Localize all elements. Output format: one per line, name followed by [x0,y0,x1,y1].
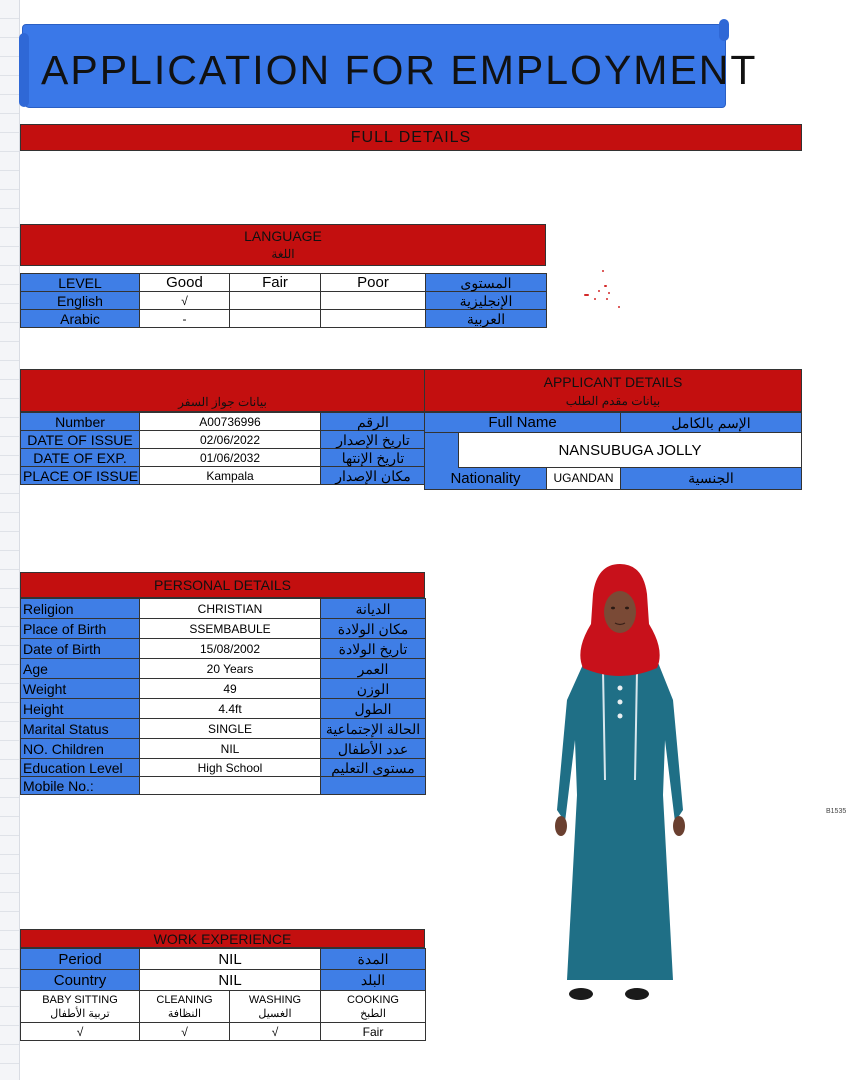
arabic-good: - [140,310,230,328]
birthdate-value: 15/08/2002 [140,639,321,659]
nationality-value: UGANDAN [546,468,621,489]
period-label: Period [21,949,140,970]
full-details-bar: FULL DETAILS [20,124,802,151]
birthplace-value: SSEMBABULE [140,619,321,639]
passport-expiry-value: 01/06/2032 [140,449,321,467]
language-title-ar: اللغة [271,247,295,261]
language-header-fair: Fair [230,274,321,292]
passport-number-label-ar: الرقم [321,413,426,431]
children-value: NIL [140,739,321,759]
arabic-fair [230,310,321,328]
work-experience-table [20,948,426,1041]
skill-cooking-value: Fair [321,1023,426,1041]
religion-label: Religion [21,599,140,619]
skill-baby-sitting-en: BABY SITTING [42,993,118,1006]
personal-details-header: PERSONAL DETAILS [20,572,425,598]
passport-expiry-label-ar: تاريخ الإنتها [321,449,426,467]
period-label-ar: المدة [321,949,426,970]
marital-status-label: Marital Status [21,719,140,739]
language-header-level-ar: المستوى [426,274,547,292]
weight-value: 49 [140,679,321,699]
passport-title-ar: بيانات جواز السفر [178,395,267,409]
mobile-label-ar [321,777,426,795]
stray-marks [578,268,622,312]
skill-washing-value: √ [230,1023,321,1041]
work-experience-header: WORK EXPERIENCE [20,929,425,948]
education-label: Education Level [21,759,140,777]
skill-cleaning-ar: النظافة [167,1007,202,1020]
passport-place-value: Kampala [140,467,321,485]
country-label-ar: البلد [321,970,426,991]
full-name-label-ar: الإسم بالكامل [621,413,801,433]
weight-label: Weight [21,679,140,699]
skill-washing-ar: الغسيل [258,1007,292,1020]
skill-cleaning-en: CLEANING [156,993,213,1006]
education-value: High School [140,759,321,777]
birthdate-label: Date of Birth [21,639,140,659]
skill-cooking-ar: الطبخ [360,1007,386,1020]
nationality-label-ar: الجنسية [688,470,734,486]
skill-cooking [321,991,426,1023]
language-table [20,273,547,328]
height-label-ar: الطول [321,699,426,719]
age-label-ar: العمر [321,659,426,679]
skill-washing [230,991,321,1023]
language-header-level: LEVEL [21,274,140,292]
language-header [20,224,546,266]
birthplace-label: Place of Birth [21,619,140,639]
applicant-title-en: APPLICANT DETAILS [543,374,683,390]
language-header-good: Good [140,274,230,292]
religion-label-ar: الديانة [321,599,426,619]
title-banner [22,24,758,108]
skill-baby-sitting [21,991,140,1023]
age-value: 20 Years [140,659,321,679]
children-label: NO. Children [21,739,140,759]
weight-label-ar: الوزن [321,679,426,699]
applicant-photo [545,560,695,1005]
passport-issue-label: DATE OF ISSUE [21,431,140,449]
language-row-arabic-ar: العربية [426,310,547,328]
reference-code: B1535 [826,808,846,815]
scroll-curl-left [19,33,29,107]
english-good: √ [140,292,230,310]
height-label: Height [21,699,140,719]
passport-table [20,412,426,485]
country-label: Country [21,970,140,991]
passport-issue-value: 02/06/2022 [140,431,321,449]
passport-place-label: PLACE OF ISSUE [21,467,140,485]
passport-header [20,369,425,412]
skill-cleaning [140,991,230,1023]
full-name-label: Full Name [425,413,621,433]
period-value: NIL [140,949,321,970]
skill-cleaning-value: √ [140,1023,230,1041]
scroll-curl-right [719,19,729,41]
nationality-label: Nationality [450,470,521,487]
arabic-poor [321,310,426,328]
skill-cooking-en: COOKING [347,993,399,1006]
skill-washing-en: WASHING [248,993,302,1006]
passport-number-value: A00736996 [140,413,321,431]
birthdate-label-ar: تاريخ الولادة [321,639,426,659]
language-row-english: English [21,292,140,310]
passport-number-label: Number [21,413,140,431]
country-value: NIL [140,970,321,991]
applicant-header [424,369,802,412]
language-row-arabic: Arabic [21,310,140,328]
education-label-ar: مستوى التعليم [321,759,426,777]
skill-baby-sitting-value: √ [21,1023,140,1041]
full-name-value: NANSUBUGA JOLLY [458,433,801,468]
applicant-panel [424,412,802,490]
passport-issue-label-ar: تاريخ الإصدار [321,431,426,449]
age-label: Age [21,659,140,679]
english-fair [230,292,321,310]
page-title: APPLICATION FOR EMPLOYMENT [41,47,758,93]
marital-status-value: SINGLE [140,719,321,739]
birthplace-label-ar: مكان الولادة [321,619,426,639]
language-header-poor: Poor [321,274,426,292]
religion-value: CHRISTIAN [140,599,321,619]
applicant-title-ar: بيانات مقدم الطلب [565,394,661,408]
marital-status-label-ar: الحالة الإجتماعية [321,719,426,739]
personal-details-table [20,598,426,795]
language-title-en: LANGUAGE [244,228,322,244]
height-value: 4.4ft [140,699,321,719]
passport-expiry-label: DATE OF EXP. [21,449,140,467]
skill-baby-sitting-ar: تربية الأطفال [50,1007,110,1020]
children-label-ar: عدد الأطفال [321,739,426,759]
passport-place-label-ar: مكان الإصدار [321,467,426,485]
language-row-english-ar: الإنجليزية [426,292,547,310]
sheet-row-gutter [0,0,20,1080]
mobile-label: Mobile No.: [21,777,140,795]
english-poor [321,292,426,310]
mobile-value [140,777,321,795]
